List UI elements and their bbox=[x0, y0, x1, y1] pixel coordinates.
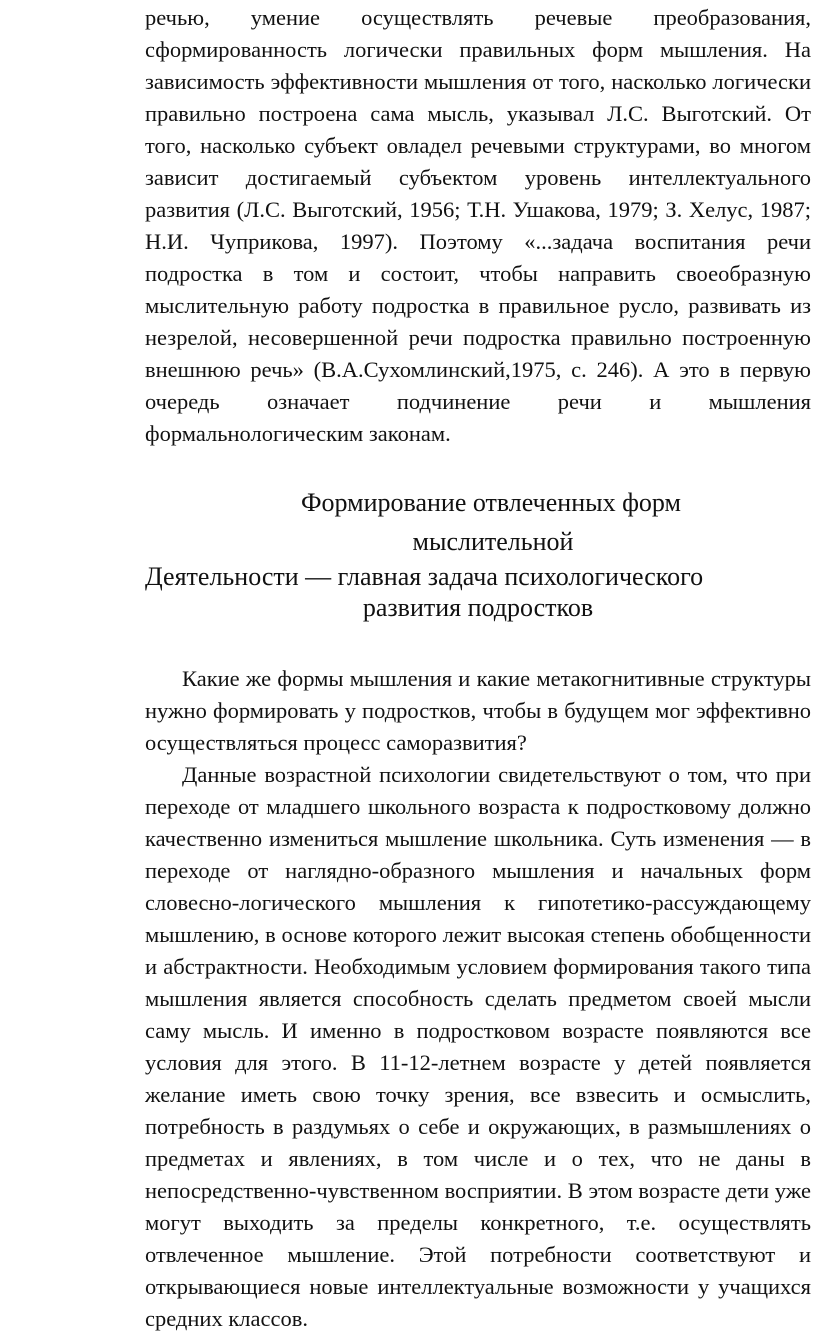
heading-line-2: мыслительной bbox=[412, 527, 574, 556]
section-heading bbox=[145, 486, 811, 623]
heading-line-4: развития подростков bbox=[362, 593, 594, 622]
paragraph-continuation: речью, умение осуществлять речевые преобразования, сформированность логически правильных форм мышления. На зависимость эффективности мышления от того, насколько логически правильно построена сама мысль, указывал Л.С. Выготский. От того, насколько субъект овладел речевыми структурами, во многом зависит достигаемый субъектом уровень интеллектуального развития (Л.С. Выготский, 1956; Т.Н. Ушакова, 1979; З. Хелус, 1987; Н.И. Чуприкова, 1997). Поэтому «...задача воспитания речи подростка в том и состоит, чтобы направить своеобразную мыслительную работу подростка в правильное русло, развивать из незрелой, несовершенной речи подростка правильно построенную внешнюю речь» (В.А.Сухомлинский,1975, с. 246). А это в первую очередь означает подчинение речи и мышления формальнологическим законам. bbox=[145, 5, 811, 446]
heading-line-1: Формирование отвлеченных форм bbox=[301, 488, 681, 517]
paragraph-question: Какие же формы мышления и какие метакогнитивные структуры нужно формировать у подростков, чтобы в будущем мог эффективно осуществляться процесс саморазвития? bbox=[145, 666, 811, 755]
heading-line-3: Деятельности — главная задача психологического bbox=[145, 562, 704, 591]
paragraph-body: Данные возрастной психологии свидетельствуют о том, что при переходе от младшего школьного возраста к подростковому должно качественно измениться мышление школьника. Суть изменения — в переходе от наглядно-образного мышления и начальных форм словесно-логического мышления к гипотетико-рассуждающему мышлению, в основе которого лежит высокая степень обобщенности и абстрактности. Необходимым условием формирования такого типа мышления является способность сделать предметом своей мысли саму мысль. И именно в подростковом возрасте появляются все условия для этого. В 11-12-летнем возрасте у детей появляется желание иметь свою точку зрения, все взвесить и осмыслить, потребность в раздумьях о себе и окружающих, в размышлениях о предметах и явлениях, в том числе и о тех, что не даны в непосредственно-чувственном восприятии. В этом возрасте дети уже могут выходить за пределы конкретного, т.е. осуществлять отвлеченное мышление. Этой потребности соответствуют и открывающиеся новые интеллектуальные возможности у учащихся средних классов. bbox=[145, 762, 811, 1331]
document-page bbox=[145, 0, 811, 1335]
